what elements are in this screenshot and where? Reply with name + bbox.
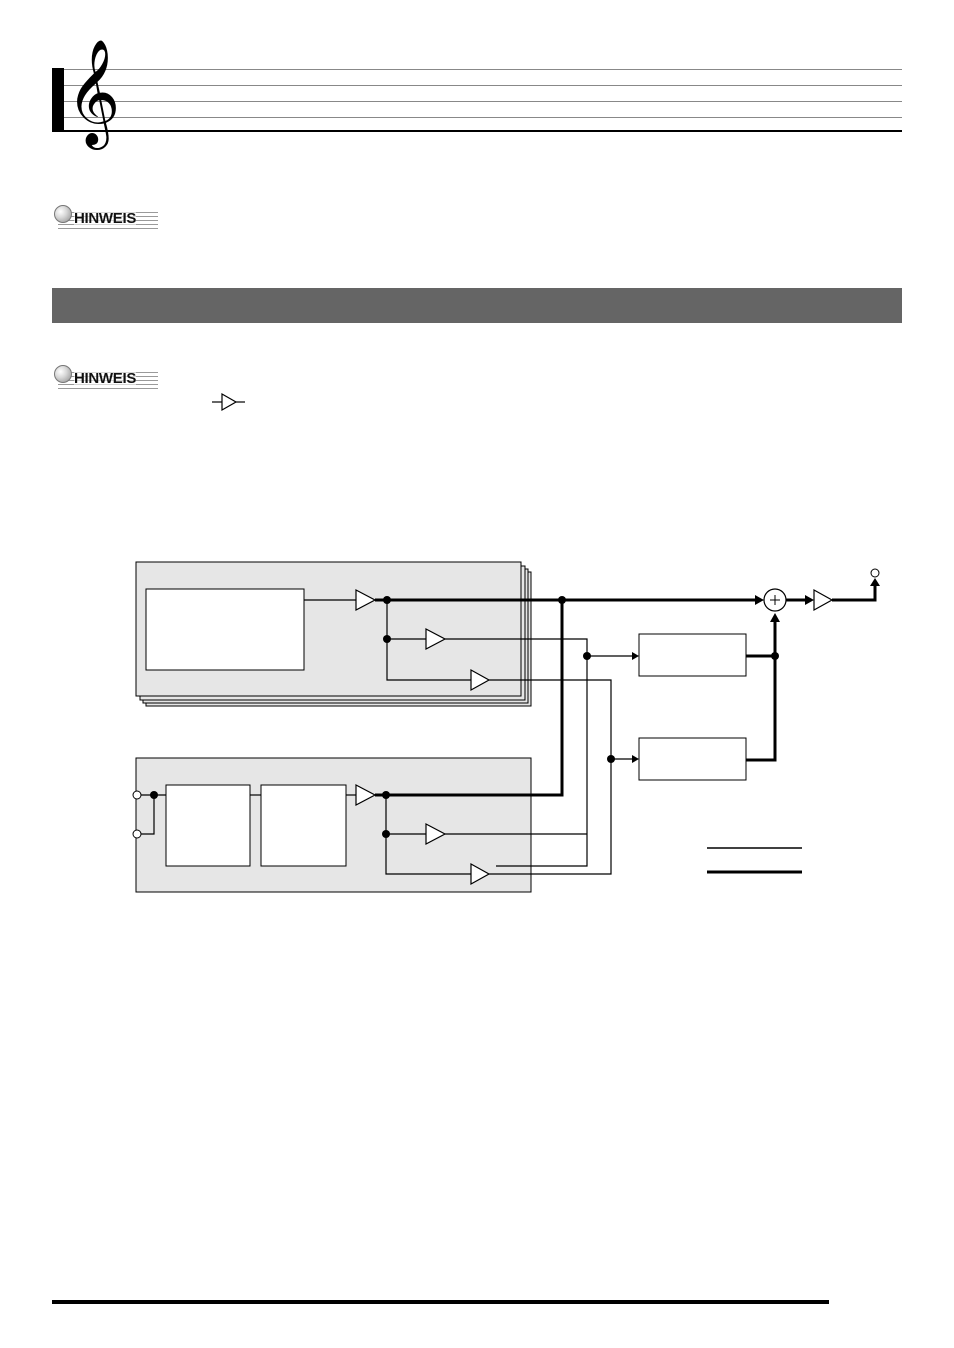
junction-dot [583,652,591,660]
junction-dot [382,830,390,838]
junction-dot [558,596,566,604]
footer-rule [52,1300,829,1304]
junction-dot [607,755,615,763]
input-processor-box [166,785,250,866]
effect-box [639,634,746,676]
junction-dot [383,596,391,604]
note-badge-label: HINWEIS [74,370,137,387]
junction-dot [382,791,390,799]
input-terminal [133,830,141,838]
note-badge-label: HINWEIS [74,210,137,227]
junction-dot [383,635,391,643]
input-terminal [133,791,141,799]
junction-dot [150,791,158,799]
junction-dot [771,652,779,660]
output-terminal [871,569,879,577]
tone-source-box [146,589,304,670]
amplifier-icon [814,590,832,610]
treble-clef-icon: 𝄞 [66,38,121,145]
effect-box [639,738,746,780]
input-processor-box [261,785,346,866]
